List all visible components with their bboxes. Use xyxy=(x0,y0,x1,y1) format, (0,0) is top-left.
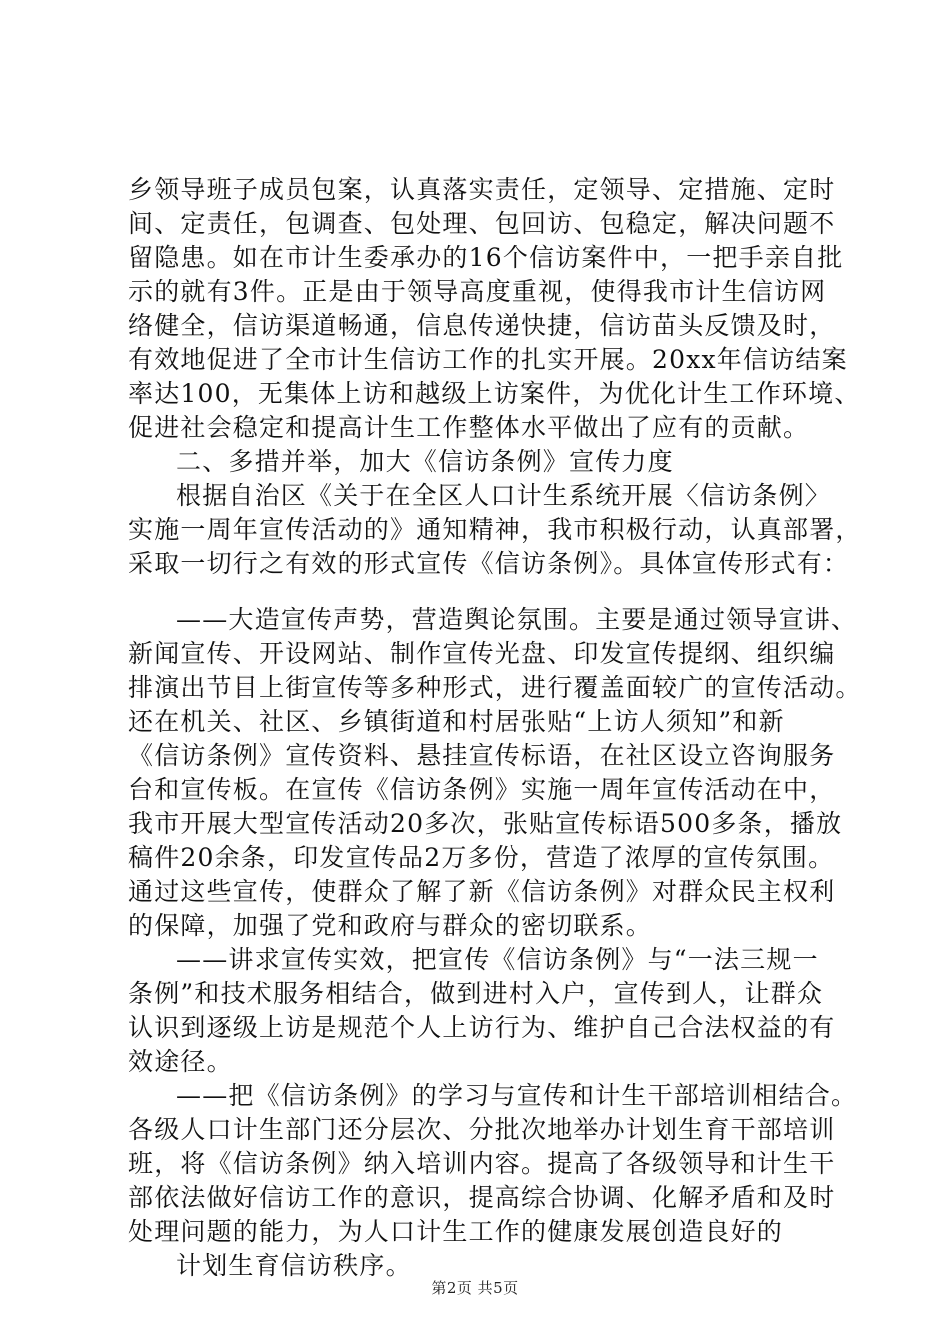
body-text-line: 《信访条例》宣传资料、悬挂宣传标语，在社区设立咨询服务 xyxy=(128,741,836,770)
body-text-line: ——讲求宣传实效，把宣传《信访条例》与“一法三规一 xyxy=(176,945,819,974)
body-text-line: 认识到逐级上访是规范个人上访行为、维护自己合法权益的有 xyxy=(128,1013,836,1042)
body-text-line: 根据自治区《关于在全区人口计生系统开展〈信访条例〉 xyxy=(176,481,832,510)
body-text-line: 间、定责任，包调查、包处理、包回访、包稳定，解决问题不 xyxy=(128,209,836,238)
body-text-line: 采取一切行之有效的形式宣传《信访条例》。具体宣传形式有： xyxy=(128,549,850,578)
body-text-line: 排演出节目上街宣传等多种形式，进行覆盖面较广的宣传活动。 xyxy=(128,673,862,702)
body-text-line: 班，将《信访条例》纳入培训内容。提高了各级领导和计生干 xyxy=(128,1149,836,1178)
body-text-line: ——大造宣传声势，营造舆论氛围。主要是通过领导宣讲、 xyxy=(176,605,858,634)
body-text-line: 稿件20余条，印发宣传品2万多份，营造了浓厚的宣传氛围。 xyxy=(128,843,835,872)
section-heading: 二、多措并举，加大《信访条例》宣传力度 xyxy=(176,447,674,476)
body-text-line: 处理问题的能力，为人口计生工作的健康发展创造良好的 xyxy=(128,1217,784,1246)
body-text-line: 新闻宣传、开设网站、制作宣传光盘、印发宣传提纲、组织编 xyxy=(128,639,836,668)
body-text-line: 的保障，加强了党和政府与群众的密切联系。 xyxy=(128,911,653,940)
body-text-line: 乡领导班子成员包案，认真落实责任，定领导、定措施、定时 xyxy=(128,175,836,204)
body-text-line: 台和宣传板。在宣传《信访条例》实施一周年宣传活动在中， xyxy=(128,775,836,804)
body-text-line: 留隐患。如在市计生委承办的16个信访案件中，一把手亲自批 xyxy=(128,243,844,272)
page-number-footer: 第2页 共5页 xyxy=(431,1279,519,1297)
body-text-line: 部依法做好信访工作的意识，提高综合协调、化解矛盾和及时 xyxy=(128,1183,836,1212)
body-text-line: 促进社会稳定和提高计生工作整体水平做出了应有的贡献。 xyxy=(128,413,810,442)
body-text-line: ——把《信访条例》的学习与宣传和计生干部培训相结合。 xyxy=(176,1081,858,1110)
body-text-line: 我市开展大型宣传活动20多次，张贴宣传标语500多条，播放 xyxy=(128,809,843,838)
body-text-line: 效途径。 xyxy=(128,1047,233,1076)
body-text-line: 还在机关、社区、乡镇街道和村居张贴“上访人须知”和新 xyxy=(128,707,785,736)
body-text-line: 通过这些宣传，使群众了解了新《信访条例》对群众民主权利 xyxy=(128,877,836,906)
body-text-line: 有效地促进了全市计生信访工作的扎实开展。20xx年信访结案 xyxy=(128,345,848,374)
body-text-line: 条例”和技术服务相结合，做到进村入户，宣传到人，让群众 xyxy=(128,979,824,1008)
body-text-line: 各级人口计生部门还分层次、分批次地举办计划生育干部培训 xyxy=(128,1115,836,1144)
body-text-line: 示的就有3件。正是由于领导高度重视，使得我市计生信访网 xyxy=(128,277,827,306)
body-text-line: 率达100，无集体上访和越级上访案件，为优化计生工作环境、 xyxy=(128,379,861,408)
body-text-line: 实施一周年宣传活动的》通知精神，我市积极行动，认真部署， xyxy=(128,515,862,544)
body-text-line: 计划生育信访秩序。 xyxy=(176,1251,412,1280)
body-text-line: 络健全，信访渠道畅通，信息传递快捷，信访苗头反馈及时， xyxy=(128,311,836,340)
